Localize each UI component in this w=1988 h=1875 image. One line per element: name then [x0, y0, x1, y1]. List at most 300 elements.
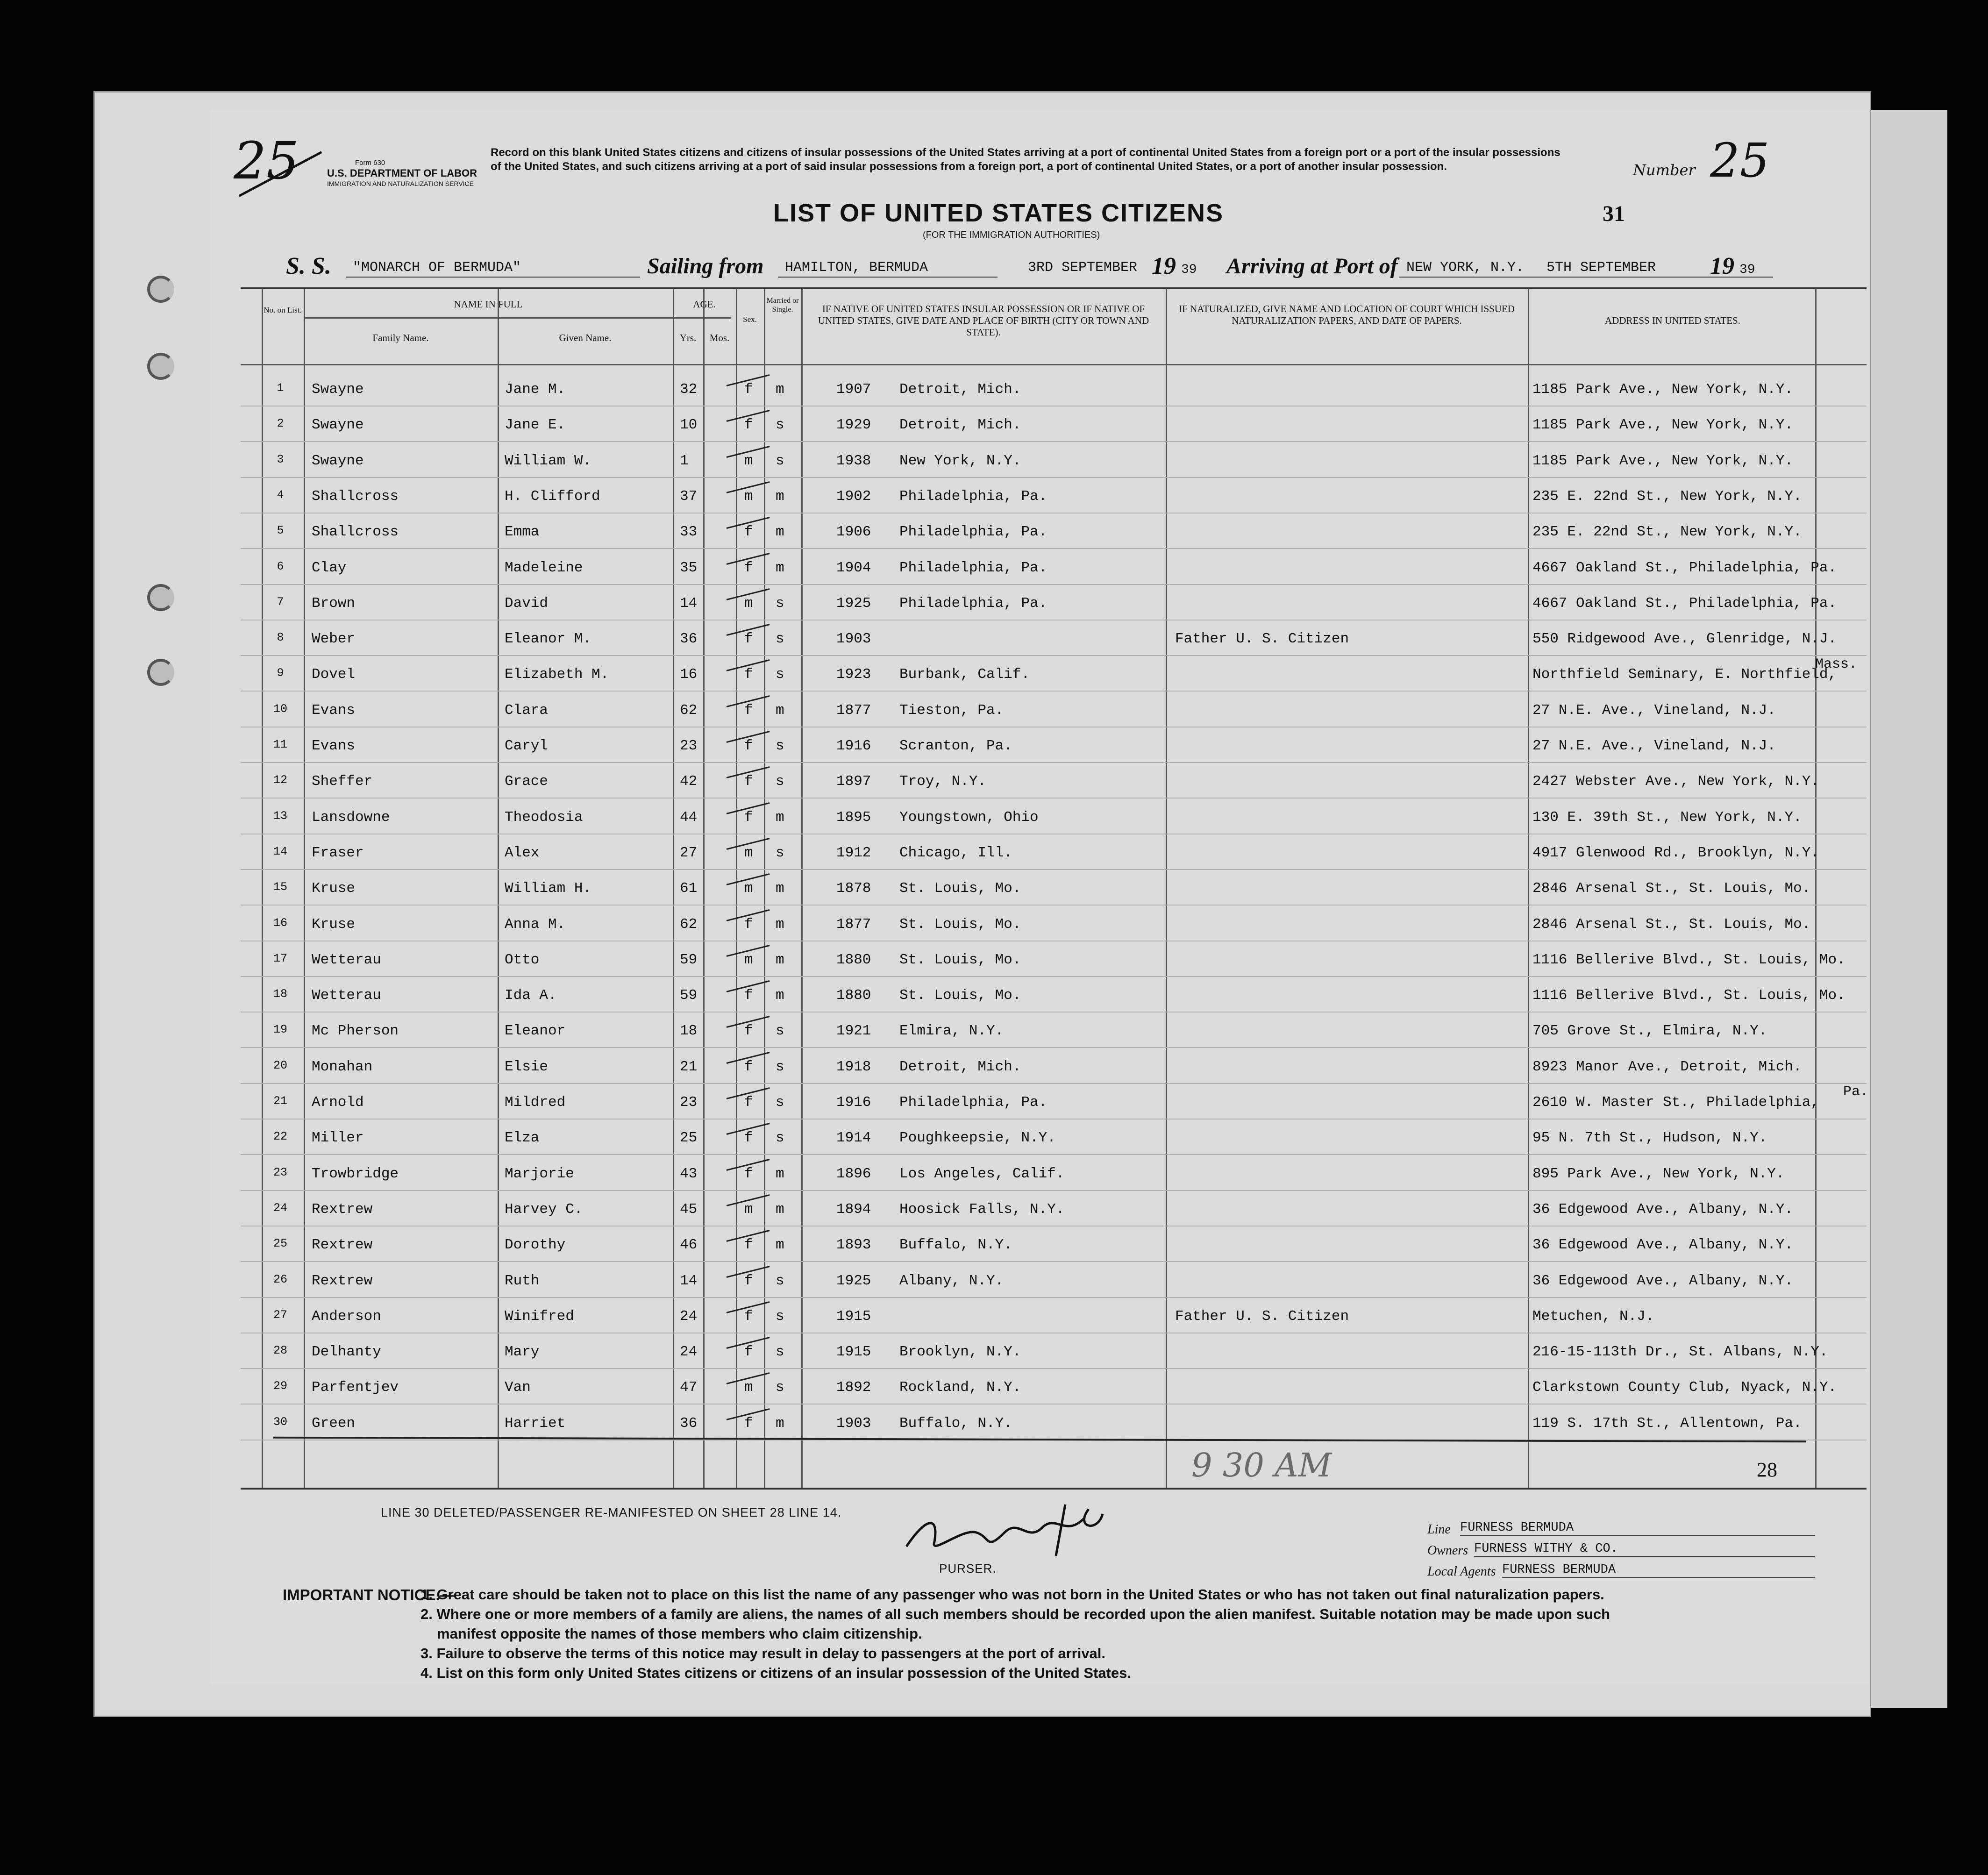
- family-name: Trowbridge: [312, 1165, 399, 1182]
- family-name: Dovel: [312, 666, 356, 683]
- col-no: No. on List.: [264, 306, 302, 314]
- given-name: Van: [505, 1379, 531, 1396]
- number-label: Number: [1633, 161, 1696, 179]
- birth-year: 1892: [836, 1379, 871, 1396]
- sex: m: [744, 880, 753, 897]
- purser-label: PURSER.: [939, 1561, 997, 1576]
- birth-year: 1923: [836, 666, 871, 683]
- birth-year: 1914: [836, 1130, 871, 1147]
- sex: m: [744, 951, 753, 968]
- sex: f: [744, 1237, 753, 1254]
- age-years: 62: [680, 916, 698, 933]
- age-years: 45: [680, 1201, 698, 1218]
- given-name: Elza: [505, 1130, 540, 1147]
- line-value: FURNESS BERMUDA: [1460, 1521, 1815, 1536]
- binder-hole-icon: [147, 584, 174, 611]
- family-name: Lansdowne: [312, 809, 390, 826]
- birth-place: Philadelphia, Pa.: [899, 524, 1047, 541]
- row-number: 6: [277, 559, 284, 573]
- age-years: 36: [680, 631, 698, 648]
- marital-status: s: [776, 1058, 784, 1075]
- given-name: Theodosia: [505, 809, 583, 826]
- family-name: Swayne: [312, 381, 364, 398]
- address: 4917 Glenwood Rd., Brooklyn, N.Y.: [1532, 844, 1819, 861]
- given-name: Harriet: [505, 1415, 566, 1432]
- birth-year: 1938: [836, 452, 871, 469]
- col-birth: IF NATIVE OF UNITED STATES INSULAR POSSESSION OR IF NATIVE OF UNITED STATES, GIVE DATE AND PLACE OF BIRTH (CITY OR TOWN AND STATE).: [818, 303, 1149, 338]
- family-name: Sheffer: [312, 773, 373, 790]
- service: IMMIGRATION AND NATURALIZATION SERVICE: [327, 180, 474, 187]
- age-years: 14: [680, 1272, 698, 1289]
- sex: f: [744, 1023, 753, 1040]
- given-name: William H.: [505, 880, 592, 897]
- sailing-from: HAMILTON, BERMUDA: [785, 260, 928, 276]
- table-row: [241, 442, 1867, 478]
- marital-status: s: [776, 452, 784, 469]
- sex: f: [744, 1272, 753, 1289]
- sex: m: [744, 488, 753, 505]
- family-name: Evans: [312, 702, 356, 719]
- age-years: 35: [680, 559, 698, 576]
- family-name: Parfentjev: [312, 1379, 399, 1396]
- sex: m: [744, 1379, 753, 1396]
- marital-status: m: [776, 488, 784, 505]
- row-number: 19: [273, 1023, 287, 1037]
- ss-label: S. S.: [286, 253, 331, 279]
- ship-underline: [346, 277, 640, 278]
- address: 216-15-113th Dr., St. Albans, N.Y.: [1532, 1344, 1828, 1361]
- birth-place: Youngstown, Ohio: [899, 809, 1039, 826]
- age-years: 47: [680, 1379, 698, 1396]
- sex: f: [744, 631, 753, 648]
- birth-place: Philadelphia, Pa.: [899, 488, 1047, 505]
- row-number: 2: [277, 417, 284, 431]
- passenger-table: [241, 287, 1867, 1490]
- age-years: 24: [680, 1344, 698, 1361]
- row-8-overflow-state: Mass.: [1815, 656, 1858, 672]
- notice-3: 3. Failure to observe the terms of this notice may result in delay to passengers at the port of arrival.: [420, 1645, 1106, 1661]
- age-years: 10: [680, 417, 698, 434]
- row-number: 30: [273, 1415, 287, 1429]
- address: 235 E. 22nd St., New York, N.Y.: [1532, 488, 1802, 505]
- given-name: Ruth: [505, 1272, 540, 1289]
- row-number: 21: [273, 1094, 287, 1108]
- sex: m: [744, 844, 753, 861]
- address: 27 N.E. Ave., Vineland, N.J.: [1532, 702, 1776, 719]
- agents-label: Local Agents: [1427, 1564, 1496, 1579]
- age-years: 16: [680, 666, 698, 683]
- col-sex: Sex.: [743, 315, 757, 324]
- page-subtitle: (FOR THE IMMIGRATION AUTHORITIES): [923, 230, 1100, 240]
- row-number: 9: [277, 666, 284, 680]
- table-row: [241, 1333, 1867, 1369]
- birth-place: Albany, N.Y.: [899, 1272, 1004, 1289]
- birth-year: 1912: [836, 844, 871, 861]
- given-name: David: [505, 595, 549, 612]
- table-row: [241, 1369, 1867, 1404]
- birth-year: 1880: [836, 987, 871, 1004]
- birth-year: 1906: [836, 524, 871, 541]
- sex: f: [744, 666, 753, 683]
- row-number: 5: [277, 524, 284, 538]
- row-number: 20: [273, 1058, 287, 1072]
- naturalization-note: Father U. S. Citizen: [1175, 1308, 1349, 1325]
- row-number: 1: [277, 381, 284, 395]
- birth-year: 1903: [836, 1415, 871, 1432]
- birth-year: 1895: [836, 809, 871, 826]
- marital-status: s: [776, 417, 784, 434]
- sex: f: [744, 738, 753, 754]
- table-row: [241, 941, 1867, 977]
- address: 95 N. 7th St., Hudson, N.Y.: [1532, 1130, 1767, 1147]
- given-name: Emma: [505, 524, 540, 541]
- family-name: Rextrew: [312, 1237, 373, 1254]
- sex: f: [744, 809, 753, 826]
- birth-year: 1896: [836, 1165, 871, 1182]
- address: 4667 Oakland St., Philadelphia, Pa.: [1532, 559, 1837, 576]
- given-name: Eleanor M.: [505, 631, 592, 648]
- marital-status: s: [776, 1130, 784, 1147]
- family-name: Fraser: [312, 844, 364, 861]
- marital-status: m: [776, 809, 784, 826]
- sex: m: [744, 595, 753, 612]
- marital-status: s: [776, 595, 784, 612]
- birth-place: Los Angeles, Calif.: [899, 1165, 1065, 1182]
- birth-year: 1893: [836, 1237, 871, 1254]
- age-years: 1: [680, 452, 689, 469]
- birth-place: Detroit, Mich.: [899, 381, 1021, 398]
- marital-status: m: [776, 1201, 784, 1218]
- sheet-reference: 28: [1757, 1458, 1777, 1481]
- address: 550 Ridgewood Ave., Glenridge, N.J.: [1532, 631, 1837, 648]
- arrive-year-prefix: 19: [1710, 253, 1734, 279]
- table-row: [241, 692, 1867, 727]
- address: Clarkstown County Club, Nyack, N.Y.: [1532, 1379, 1837, 1396]
- address: 1116 Bellerive Blvd., St. Louis, Mo.: [1532, 951, 1845, 968]
- age-years: 36: [680, 1415, 698, 1432]
- address: 1185 Park Ave., New York, N.Y.: [1532, 452, 1794, 469]
- birth-year: 1916: [836, 1094, 871, 1111]
- col-address: ADDRESS IN UNITED STATES.: [1605, 315, 1740, 326]
- age-years: 23: [680, 738, 698, 754]
- page-number: 31: [1603, 201, 1625, 226]
- marital-status: s: [776, 1379, 784, 1396]
- age-years: 23: [680, 1094, 698, 1111]
- address: 8923 Manor Ave., Detroit, Mich.: [1532, 1058, 1802, 1075]
- table-row: [241, 799, 1867, 834]
- given-name: Ida A.: [505, 987, 557, 1004]
- birth-place: Philadelphia, Pa.: [899, 595, 1047, 612]
- family-name: Swayne: [312, 452, 364, 469]
- birth-year: 1903: [836, 631, 871, 648]
- given-name: William W.: [505, 452, 592, 469]
- table-row: [241, 371, 1867, 406]
- notice-title: IMPORTANT NOTICE.—: [283, 1586, 456, 1604]
- birth-year: 1907: [836, 381, 871, 398]
- family-name: Swayne: [312, 417, 364, 434]
- given-name: Jane M.: [505, 381, 566, 398]
- birth-place: Hoosick Falls, N.Y.: [899, 1201, 1065, 1218]
- marital-status: s: [776, 1344, 784, 1361]
- birth-year: 1916: [836, 738, 871, 754]
- notice-2-continued: manifest opposite the names of those members who claim citizenship.: [437, 1625, 922, 1642]
- address: 119 S. 17th St., Allentown, Pa.: [1532, 1415, 1802, 1432]
- col-married-single: Married or Single.: [766, 297, 799, 314]
- given-name: Elizabeth M.: [505, 666, 609, 683]
- family-name: Evans: [312, 738, 356, 754]
- table-row: [241, 478, 1867, 513]
- marital-status: m: [776, 880, 784, 897]
- family-name: Rextrew: [312, 1272, 373, 1289]
- address: Northfield Seminary, E. Northfield,: [1532, 666, 1837, 683]
- table-row: [241, 656, 1867, 691]
- birth-year: 1877: [836, 916, 871, 933]
- given-name: Clara: [505, 702, 549, 719]
- given-name: Mary: [505, 1344, 540, 1361]
- col-mos: Mos.: [709, 332, 730, 343]
- page-title: LIST OF UNITED STATES CITIZENS: [773, 199, 1224, 227]
- marital-status: s: [776, 631, 784, 648]
- age-years: 62: [680, 702, 698, 719]
- row-number: 10: [273, 702, 287, 716]
- birth-place: Philadelphia, Pa.: [899, 559, 1047, 576]
- sex: f: [744, 1130, 753, 1147]
- age-years: 59: [680, 987, 698, 1004]
- handwritten-time: 9 30 AM: [1191, 1446, 1332, 1484]
- family-name: Delhanty: [312, 1344, 381, 1361]
- address: 36 Edgewood Ave., Albany, N.Y.: [1532, 1237, 1794, 1254]
- birth-place: Detroit, Mich.: [899, 1058, 1021, 1075]
- birth-year: 1915: [836, 1308, 871, 1325]
- table-row: [241, 1012, 1867, 1048]
- birth-place: Scranton, Pa.: [899, 738, 1012, 754]
- birth-place: Elmira, N.Y.: [899, 1023, 1004, 1040]
- marital-status: m: [776, 951, 784, 968]
- sex: f: [744, 381, 753, 398]
- arriving-label: Arriving at Port of: [1226, 254, 1398, 278]
- address: 36 Edgewood Ave., Albany, N.Y.: [1532, 1272, 1794, 1289]
- address: 1185 Park Ave., New York, N.Y.: [1532, 381, 1794, 398]
- birth-year: 1915: [836, 1344, 871, 1361]
- table-row: [241, 1191, 1867, 1226]
- family-name: Wetterau: [312, 951, 381, 968]
- birth-place: Buffalo, N.Y.: [899, 1237, 1012, 1254]
- corner-sheet-number: 25: [234, 131, 299, 191]
- address: 130 E. 39th St., New York, N.Y.: [1532, 809, 1802, 826]
- table-row: [241, 549, 1867, 585]
- marital-status: s: [776, 1094, 784, 1111]
- sex: m: [744, 452, 753, 469]
- department: U.S. DEPARTMENT OF LABOR: [327, 167, 477, 179]
- birth-place: St. Louis, Mo.: [899, 916, 1021, 933]
- table-row: [241, 1048, 1867, 1084]
- age-years: 32: [680, 381, 698, 398]
- table-row: [241, 763, 1867, 798]
- birth-place: Philadelphia, Pa.: [899, 1094, 1047, 1111]
- address: 1116 Bellerive Blvd., St. Louis, Mo.: [1532, 987, 1845, 1004]
- row-number: 16: [273, 916, 287, 930]
- row-number: 14: [273, 844, 287, 858]
- row-20-overflow-state: Pa.: [1843, 1084, 1869, 1100]
- address: 235 E. 22nd St., New York, N.Y.: [1532, 524, 1802, 541]
- sex: f: [744, 916, 753, 933]
- binder-hole-icon: [147, 353, 174, 380]
- sex: f: [744, 559, 753, 576]
- backing-sheet: [1864, 110, 1947, 1708]
- table-row: [241, 977, 1867, 1012]
- deletion-note: LINE 30 DELETED/PASSENGER RE-MANIFESTED ON SHEET 28 LINE 14.: [381, 1505, 842, 1519]
- table-row: [241, 1298, 1867, 1333]
- agents-value: FURNESS BERMUDA: [1502, 1563, 1815, 1578]
- birth-year: 1902: [836, 488, 871, 505]
- given-name: Marjorie: [505, 1165, 574, 1182]
- row-number: 23: [273, 1165, 287, 1179]
- row-number: 12: [273, 773, 287, 787]
- birth-year: 1877: [836, 702, 871, 719]
- family-name: Rextrew: [312, 1201, 373, 1218]
- family-name: Miller: [312, 1130, 364, 1147]
- age-years: 27: [680, 844, 698, 861]
- row-number: 25: [273, 1237, 287, 1251]
- row-number: 4: [277, 488, 284, 502]
- given-name: Anna M.: [505, 916, 566, 933]
- age-years: 43: [680, 1165, 698, 1182]
- col-family-name: Family Name.: [372, 332, 429, 343]
- row-number: 8: [277, 631, 284, 645]
- sex: f: [744, 1344, 753, 1361]
- row-number: 22: [273, 1130, 287, 1144]
- table-row: [241, 727, 1867, 763]
- address: 2846 Arsenal St., St. Louis, Mo.: [1532, 916, 1811, 933]
- table-row: [241, 1119, 1867, 1155]
- family-name: Anderson: [312, 1308, 381, 1325]
- row-number: 17: [273, 951, 287, 965]
- notice-4: 4. List on this form only United States citizens or citizens of an insular possession of the United States.: [420, 1665, 1131, 1681]
- table-row: [241, 513, 1867, 549]
- birth-year: 1904: [836, 559, 871, 576]
- birth-place: St. Louis, Mo.: [899, 951, 1021, 968]
- address: 895 Park Ave., New York, N.Y.: [1532, 1165, 1785, 1182]
- given-name: Alex: [505, 844, 540, 861]
- marital-status: m: [776, 559, 784, 576]
- address: 4667 Oakland St., Philadelphia, Pa.: [1532, 595, 1837, 612]
- table-row: [241, 1262, 1867, 1298]
- age-years: 18: [680, 1023, 698, 1040]
- marital-status: m: [776, 987, 784, 1004]
- row-number: 27: [273, 1308, 287, 1322]
- row-number: 28: [273, 1344, 287, 1358]
- table-row: [241, 585, 1867, 620]
- arrival-port: NEW YORK, N.Y.: [1406, 260, 1525, 276]
- birth-year: 1925: [836, 1272, 871, 1289]
- age-years: 61: [680, 880, 698, 897]
- family-name: Arnold: [312, 1094, 364, 1111]
- table-row: [241, 620, 1867, 656]
- number-value: 25: [1710, 133, 1770, 188]
- given-name: Caryl: [505, 738, 549, 754]
- birth-place: Buffalo, N.Y.: [899, 1415, 1012, 1432]
- address: 705 Grove St., Elmira, N.Y.: [1532, 1023, 1767, 1040]
- birth-year: 1878: [836, 880, 871, 897]
- sex: f: [744, 417, 753, 434]
- age-years: 46: [680, 1237, 698, 1254]
- table-row: [241, 1405, 1867, 1440]
- age-years: 37: [680, 488, 698, 505]
- birth-place: Rockland, N.Y.: [899, 1379, 1021, 1396]
- row-number: 3: [277, 452, 284, 466]
- sex: f: [744, 987, 753, 1004]
- marital-status: s: [776, 1308, 784, 1325]
- sail-year-prefix: 19: [1152, 253, 1176, 279]
- birth-year: 1880: [836, 951, 871, 968]
- age-years: 33: [680, 524, 698, 541]
- sailing-label: Sailing from: [647, 254, 764, 278]
- given-name: Jane E.: [505, 417, 566, 434]
- birth-year: 1925: [836, 595, 871, 612]
- owners-value: FURNESS WITHY & CO.: [1474, 1542, 1815, 1557]
- given-name: H. Clifford: [505, 488, 600, 505]
- given-name: Winifred: [505, 1308, 574, 1325]
- address: Metuchen, N.J.: [1532, 1308, 1654, 1325]
- sex: f: [744, 773, 753, 790]
- birth-place: Poughkeepsie, N.Y.: [899, 1130, 1056, 1147]
- birth-year: 1918: [836, 1058, 871, 1075]
- marital-status: m: [776, 381, 784, 398]
- naturalization-note: Father U. S. Citizen: [1175, 631, 1349, 648]
- row-number: 24: [273, 1201, 287, 1215]
- from-underline: [778, 277, 998, 278]
- table-row: [241, 870, 1867, 905]
- birth-place: Burbank, Calif.: [899, 666, 1030, 683]
- marital-status: m: [776, 1415, 784, 1432]
- row-number: 7: [277, 595, 284, 609]
- sex: m: [744, 1201, 753, 1218]
- marital-status: s: [776, 844, 784, 861]
- marital-status: s: [776, 1023, 784, 1040]
- sex: f: [744, 1165, 753, 1182]
- col-age: AGE.: [693, 299, 716, 310]
- age-years: 42: [680, 773, 698, 790]
- given-name: Madeleine: [505, 559, 583, 576]
- birth-year: 1897: [836, 773, 871, 790]
- row-number: 29: [273, 1379, 287, 1393]
- birth-place: St. Louis, Mo.: [899, 880, 1021, 897]
- marital-status: s: [776, 1272, 784, 1289]
- table-row: [241, 1226, 1867, 1262]
- given-name: Harvey C.: [505, 1201, 583, 1218]
- sail-year: 39: [1181, 263, 1197, 277]
- col-yrs: Yrs.: [679, 332, 697, 343]
- arrival-underline: [1399, 277, 1773, 278]
- age-years: 24: [680, 1308, 698, 1325]
- purser-signature: [897, 1500, 1112, 1565]
- sail-date: 3RD SEPTEMBER: [1028, 260, 1138, 276]
- given-name: Elsie: [505, 1058, 549, 1075]
- age-years: 44: [680, 809, 698, 826]
- family-name: Shallcross: [312, 524, 399, 541]
- family-name: Wetterau: [312, 987, 381, 1004]
- sex: f: [744, 702, 753, 719]
- age-years: 59: [680, 951, 698, 968]
- address: 27 N.E. Ave., Vineland, N.J.: [1532, 738, 1776, 754]
- given-name: Eleanor: [505, 1023, 566, 1040]
- table-row: [241, 406, 1867, 442]
- family-name: Shallcross: [312, 488, 399, 505]
- given-name: Dorothy: [505, 1237, 566, 1254]
- family-name: Kruse: [312, 880, 356, 897]
- family-name: Kruse: [312, 916, 356, 933]
- marital-status: s: [776, 666, 784, 683]
